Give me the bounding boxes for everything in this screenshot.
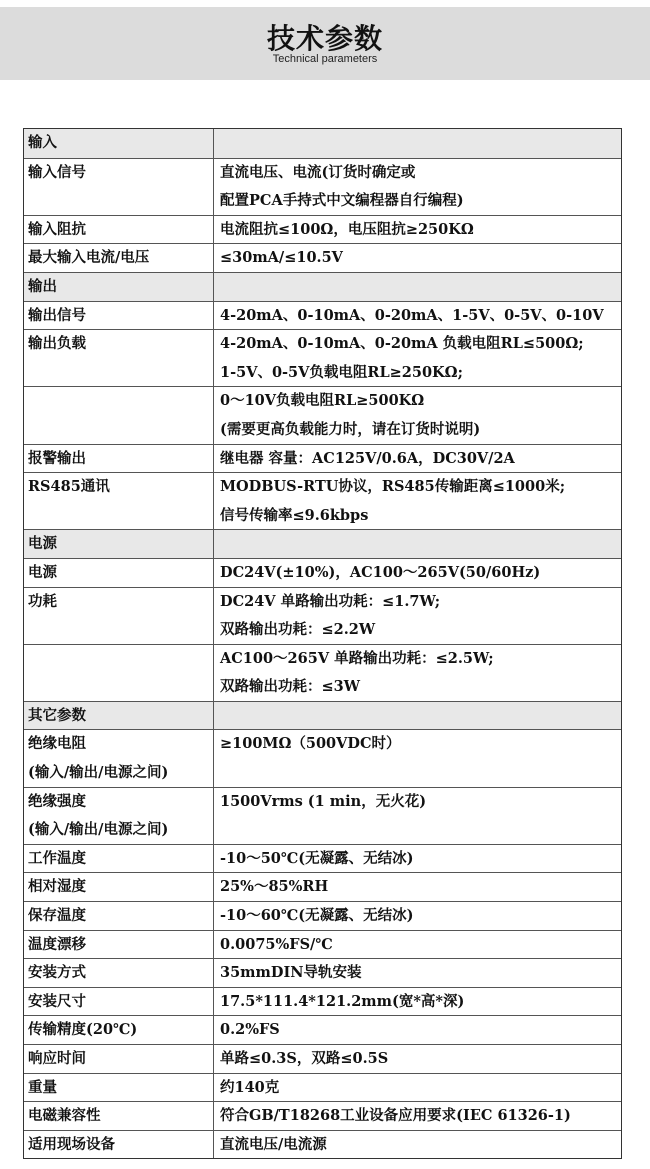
row-label: 输出信号 (24, 302, 214, 330)
row-label: 相对湿度 (24, 873, 214, 901)
table-row (24, 158, 621, 215)
section-title: 输出 (24, 273, 214, 301)
page-subtitle: Technical parameters (272, 53, 378, 65)
row-value: 0～10V负载电阻RL≥500KΩ (需要更高负载能力时，请在订货时说明) (220, 392, 481, 438)
row-label: 电磁兼容性 (24, 1102, 214, 1130)
row-label: RS485通讯 (24, 473, 214, 529)
row-label: 响应时间 (24, 1045, 214, 1073)
table-row (24, 987, 621, 1016)
row-value: ≥100MΩ（500VDC时） (220, 735, 401, 753)
table-row (24, 587, 621, 644)
table-row (24, 243, 621, 272)
table-row (24, 1101, 621, 1130)
row-value: 0.0075%FS/℃ (220, 935, 333, 953)
row-label: 保存温度 (24, 902, 214, 930)
row-label (24, 645, 214, 701)
row-value: 电流阻抗≤100Ω，电压阻抗≥250KΩ (220, 220, 474, 238)
table-row (24, 472, 621, 529)
row-label: 传输精度(20℃) (24, 1016, 214, 1044)
row-value: -10～50℃(无凝露、无结冰) (220, 849, 414, 867)
table-row (24, 729, 621, 786)
table-row (24, 215, 621, 244)
row-label: 最大输入电流/电压 (24, 244, 214, 272)
row-value: 约140克 (220, 1078, 280, 1096)
row-value: 直流电压/电流源 (220, 1135, 327, 1153)
table-row (24, 1044, 621, 1073)
row-value: 继电器 容量：AC125V/0.6A，DC30V/2A (220, 449, 515, 467)
section-title: 电源 (24, 530, 214, 558)
row-value: 25%～85%RH (220, 878, 329, 896)
row-value: 符合GB/T18268工业设备应用要求(IEC 61326-1) (220, 1107, 571, 1125)
table-row (24, 872, 621, 901)
table-row (24, 558, 621, 587)
row-label: 功耗 (24, 588, 214, 644)
row-value: AC100～265V 单路输出功耗：≤2.5W; 双路输出功耗：≤3W (220, 649, 494, 696)
row-value: -10～60℃(无凝露、无结冰) (220, 907, 414, 925)
section-title: 其它参数 (24, 702, 214, 730)
section-row-output (24, 272, 621, 301)
row-value: 0.2%FS (220, 1021, 280, 1039)
row-label: 输入信号 (24, 159, 214, 215)
row-label: 重量 (24, 1074, 214, 1102)
row-value: ≤30mA/≤10.5V (220, 249, 343, 267)
section-title: 输入 (24, 129, 214, 158)
row-value: DC24V 单路输出功耗：≤1.7W; 双路输出功耗：≤2.2W (220, 592, 441, 639)
row-label: 报警输出 (24, 445, 214, 473)
table-row (24, 386, 621, 443)
row-value: 4-20mA、0-10mA、0-20mA 负载电阻RL≤500Ω; 1-5V、0-5V负载电阻RL≥250KΩ; (220, 335, 584, 381)
row-value: DC24V(±10%)，AC100～265V(50/60Hz) (220, 563, 541, 581)
row-value: 4-20mA、0-10mA、0-20mA、1-5V、0-5V、0-10V (220, 306, 604, 324)
row-value: 35mmDIN导轨安装 (220, 964, 362, 982)
row-label: 工作温度 (24, 845, 214, 873)
table-row (24, 444, 621, 473)
table-row (24, 329, 621, 386)
table-row (24, 844, 621, 873)
header-banner (0, 7, 650, 80)
row-label: 温度漂移 (24, 931, 214, 959)
row-label: 绝缘电阻 (输入/输出/电源之间) (24, 730, 214, 786)
row-label: 安装方式 (24, 959, 214, 987)
row-value: 17.5*111.4*121.2mm(宽*高*深) (220, 992, 465, 1010)
row-label: 输入阻抗 (24, 216, 214, 244)
table-row (24, 958, 621, 987)
section-row-input (24, 129, 621, 158)
row-value: 1500Vrms (1 min，无火花) (220, 792, 427, 810)
row-value: 单路≤0.3S，双路≤0.5S (220, 1050, 389, 1067)
table-row (24, 901, 621, 930)
row-label: 适用现场设备 (24, 1131, 214, 1159)
section-row-power (24, 529, 621, 558)
table-row (24, 644, 621, 701)
table-row (24, 787, 621, 844)
table-row (24, 301, 621, 330)
spec-table (23, 128, 622, 1159)
table-row (24, 1130, 621, 1159)
table-row (24, 1073, 621, 1102)
row-label: 安装尺寸 (24, 988, 214, 1016)
section-row-other (24, 701, 621, 730)
table-row (24, 1015, 621, 1044)
row-label: 输出负载 (24, 330, 214, 386)
row-value: 直流电压、电流(订货时确定或 配置PCA手持式中文编程器自行编程) (220, 163, 464, 210)
row-label (24, 387, 214, 443)
table-row (24, 930, 621, 959)
page-title: 技术参数 (266, 22, 383, 55)
row-value: MODBUS-RTU协议，RS485传输距离≤1000米; 信号传输率≤9.6kbps (220, 478, 566, 524)
row-label: 电源 (24, 559, 214, 587)
row-label: 绝缘强度 (输入/输出/电源之间) (24, 788, 214, 844)
